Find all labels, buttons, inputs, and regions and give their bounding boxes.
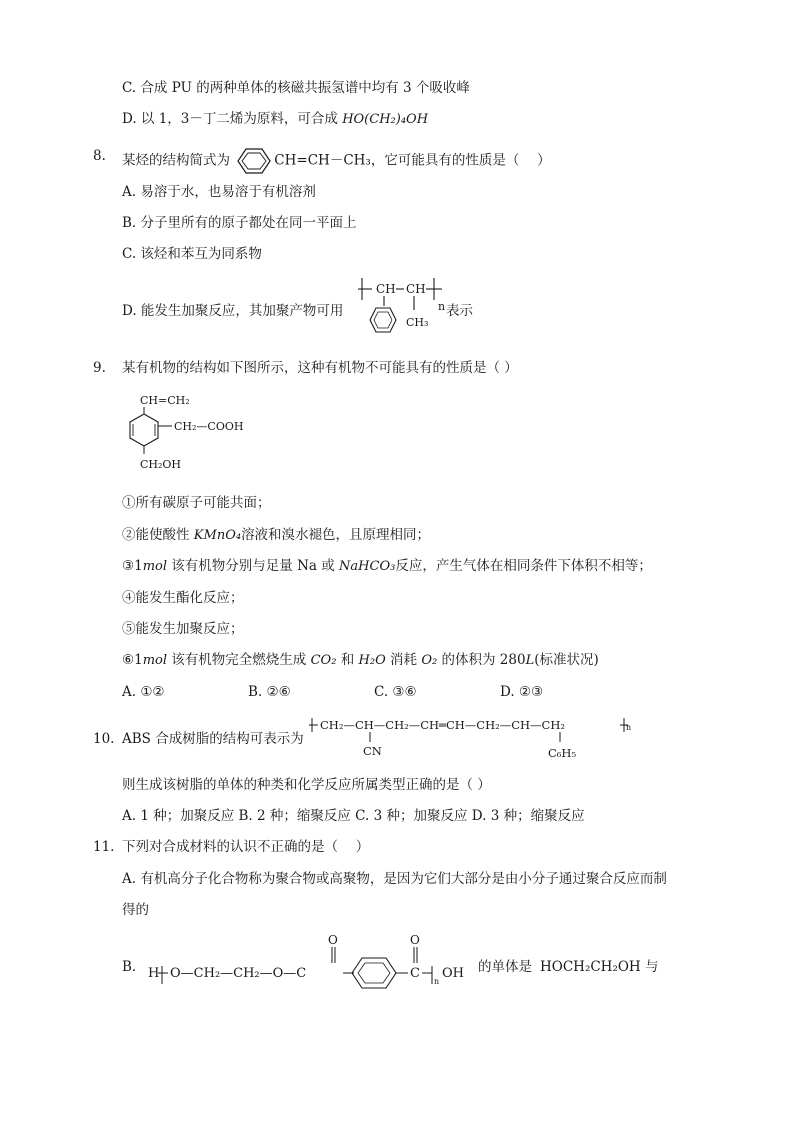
q10-abs-structure <box>308 710 638 762</box>
q9-struct-alcohol: CH₂OH <box>140 458 182 471</box>
q9-s3-mid: 该有机物分别与足量 Na 或 <box>167 558 340 574</box>
q9-struct-acid: CH₂—COOH <box>174 420 244 433</box>
q9-s3-unit: mol <box>142 559 168 574</box>
q11-option-b-mid: 的单体是 <box>478 959 532 975</box>
q10-chain: CH₂—CH—CH₂—CH═CH—CH₂—CH—CH₂ <box>320 718 565 732</box>
q8-stem-post: ，它可能具有的性质是（ ） <box>370 152 551 169</box>
q11-poly-h: H <box>148 966 160 981</box>
q11-poly-o1: O <box>328 933 338 947</box>
q9-s6-unit: mol <box>142 653 168 668</box>
q9-s2-post: 溶液和溴水褪色，且原理相同； <box>241 527 431 543</box>
q10-sub-cn: CN <box>363 744 382 758</box>
q8-stem-pre: 某烃的结构简式为 <box>122 152 230 169</box>
q9-s2-pre: ②能使酸性 <box>122 527 194 543</box>
q9-s6-mid1: 该有机物完全燃烧生成 <box>167 652 311 668</box>
q8-polymer-n: n <box>438 300 446 313</box>
q9-s6-o2: O₂ <box>421 653 438 668</box>
q8-option-d-post: 表示 <box>446 303 473 319</box>
q11-poly-o2: O <box>410 933 420 947</box>
q9-statement-2 <box>122 525 430 546</box>
q11-number: 11. <box>93 839 115 855</box>
q9-statement-6 <box>122 650 599 671</box>
q11-option-b-monomer: HOCH₂CH₂OH 与 <box>540 959 659 975</box>
q9-statement-5: ⑤能发生加聚反应； <box>122 621 244 637</box>
q10-number: 10. <box>93 731 115 747</box>
q9-statement-4: ④能发生酯化反应； <box>122 590 244 606</box>
q9-s3-post: 反应，产生气体在相同条件下体积不相等； <box>395 558 652 574</box>
q8-option-d-pre: D. 能发生加聚反应，其加聚产物可用 <box>122 303 344 319</box>
q8-stem-group: CH=CH－CH₃ <box>274 152 371 169</box>
q11-pet-structure <box>146 930 476 992</box>
q9-s2-formula: KMnO₄ <box>193 528 242 543</box>
q9-option-b: B. ②⑥ <box>248 684 291 700</box>
q10-options: A. 1 种；加聚反应 B. 2 种；缩聚反应 C. 3 种；加聚反应 D. 3 种；缩聚反应 <box>122 808 585 824</box>
q11-poly-c2: C <box>410 966 420 981</box>
q8-stem <box>122 146 551 176</box>
q11-poly-chain: O—CH₂—CH₂—O—C <box>170 966 307 981</box>
q9-s6-h2o: H₂O <box>358 653 386 668</box>
q9-struct-vinyl: CH=CH₂ <box>140 394 190 407</box>
q8-option-b: B. 分子里所有的原子都处在同一平面上 <box>122 215 357 231</box>
q11-poly-n: n <box>434 977 440 986</box>
benzene-ring-icon <box>236 146 272 176</box>
q7-option-d-text: D. 以 1，3－丁二烯为原料，可合成 <box>122 111 343 127</box>
q9-s3-formula: NaHCO₃ <box>339 559 396 574</box>
q9-s6-post: (标准状况) <box>534 652 599 668</box>
q9-s6-co2: CO₂ <box>310 653 337 668</box>
q8-number: 8. <box>93 148 106 164</box>
q9-statement-1: ①所有碳原子可能共面； <box>122 495 271 511</box>
q9-option-c: C. ③⑥ <box>374 684 417 700</box>
q8-option-d <box>122 301 343 321</box>
q10-n: n <box>626 723 632 732</box>
q10-line2: 则生成该树脂的单体的种类和化学反应所属类型正确的是（ ） <box>122 777 491 793</box>
q11-option-a-line2: 得的 <box>122 902 149 918</box>
q8-polymer-ch1: CH <box>376 282 396 296</box>
q10-sub-c6h5: C₆H₅ <box>548 746 577 760</box>
q11-stem: 下列对合成材料的认识不正确的是（ ） <box>122 839 370 855</box>
q8-option-c: C. 该烃和苯互为同系物 <box>122 246 262 262</box>
q7-option-d-formula: HO(CH₂)₄OH <box>342 112 429 127</box>
q11-option-a-line1: A. 有机高分子化合物称为聚合物或高聚物，是因为它们大部分是由小分子通过聚合反应而制 <box>122 871 667 887</box>
q9-s3-pre: ③1 <box>122 558 143 574</box>
q7-option-c: C. 合成 PU 的两种单体的核磁共振氢谱中均有 3 个吸收峰 <box>122 80 470 96</box>
q9-number: 9. <box>93 360 106 376</box>
q9-option-a: A. ①② <box>122 684 165 700</box>
q8-polymer-ch3: CH₃ <box>406 316 429 329</box>
q9-statement-3 <box>122 556 652 577</box>
q8-option-a: A. 易溶于水，也易溶于有机溶剂 <box>122 184 316 200</box>
q10-stem: ABS 合成树脂的结构可表示为 <box>122 731 304 747</box>
q9-s6-pre: ⑥1 <box>122 652 143 668</box>
q9-molecule-structure <box>120 390 250 478</box>
q8-polymer-structure <box>356 272 448 340</box>
q9-s6-liter: L <box>525 653 535 668</box>
q11-poly-end: OH <box>442 966 464 981</box>
q9-s6-mid3: 消耗 <box>385 652 422 668</box>
q7-option-d <box>122 109 428 130</box>
q9-s6-mid4: 的体积为 280 <box>437 652 526 668</box>
q11-option-b-label: B. <box>122 959 137 975</box>
q9-stem: 某有机物的结构如下图所示，这种有机物不可能具有的性质是（ ） <box>122 360 518 376</box>
q9-s6-mid2: 和 <box>336 652 359 668</box>
q8-polymer-ch2: CH <box>406 282 426 296</box>
q9-option-d: D. ②③ <box>500 684 544 700</box>
